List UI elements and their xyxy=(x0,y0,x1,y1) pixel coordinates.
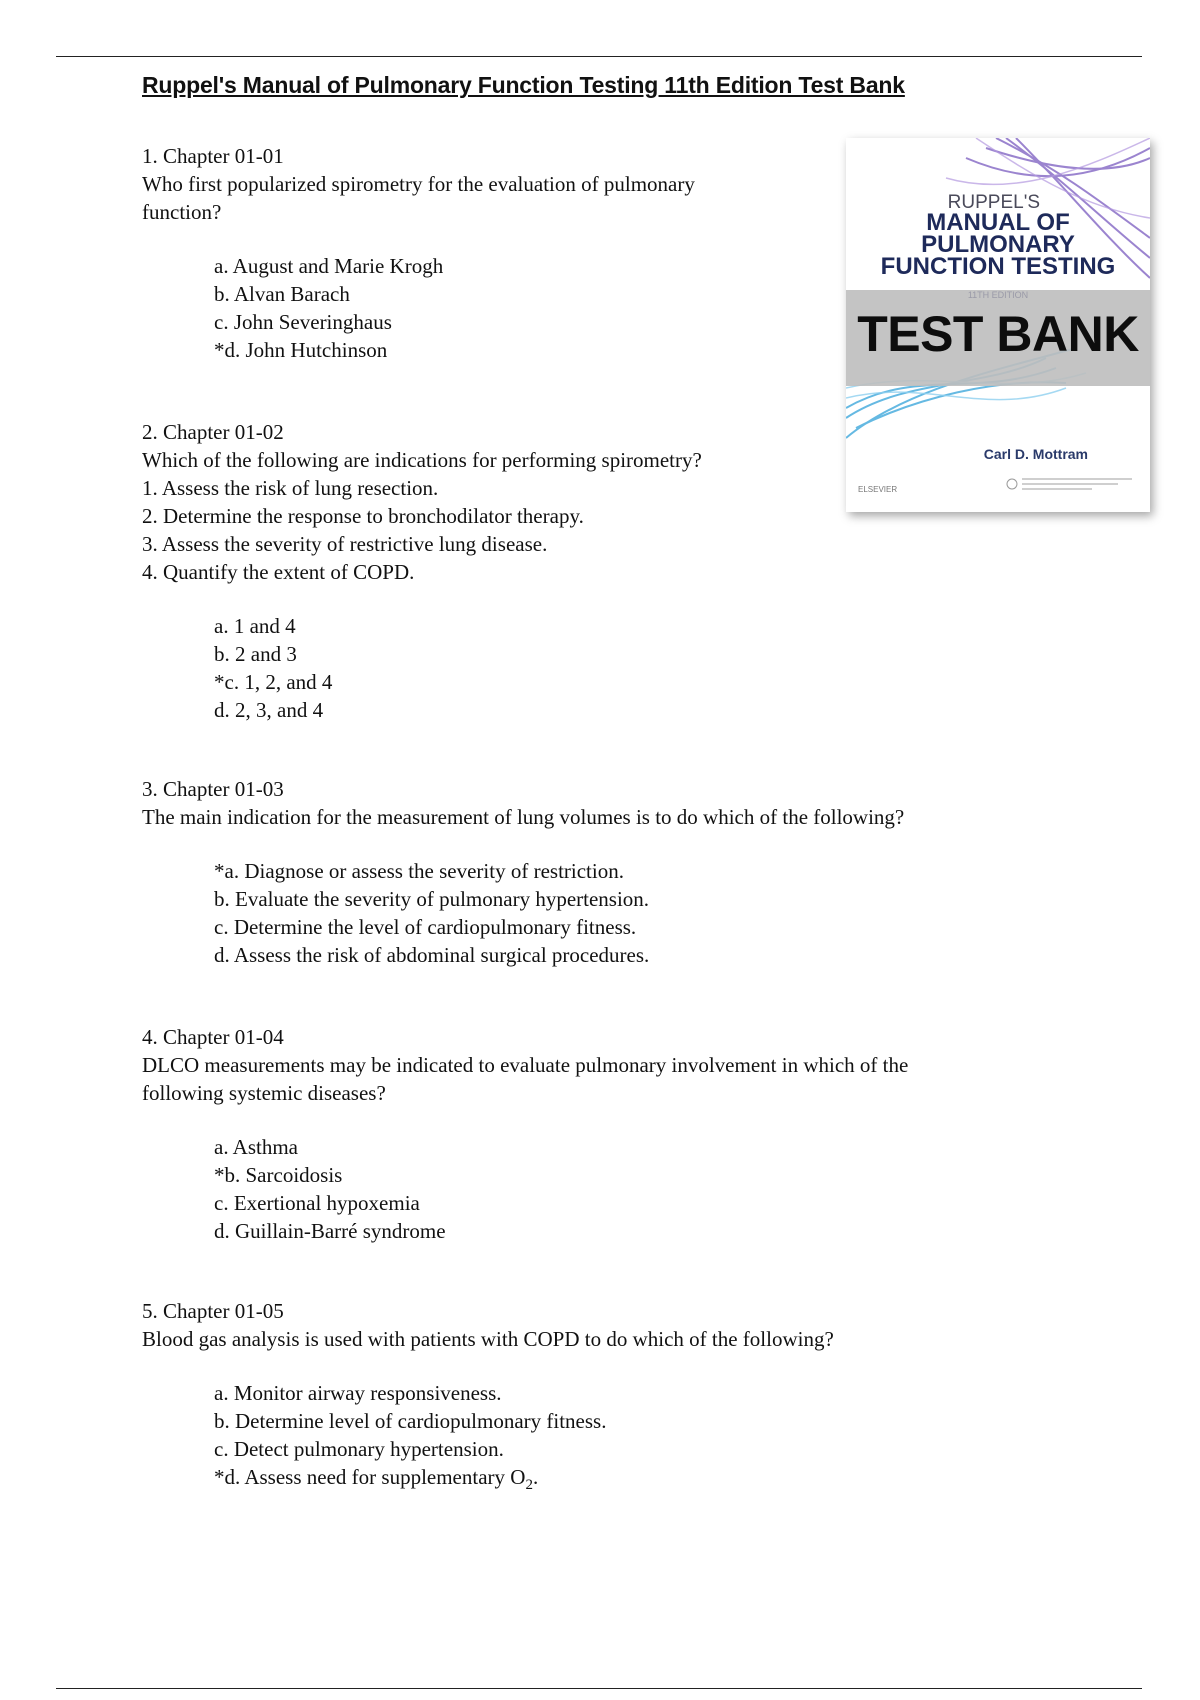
answer-choice-period: . xyxy=(532,1465,539,1489)
question-stem-line: function? xyxy=(142,200,222,224)
cover-title-line: PULMONARY xyxy=(921,231,1075,258)
answer-choice: d. 2, 3, and 4 xyxy=(214,698,324,722)
answer-choice: b. Evaluate the severity of pulmonary hypertension. xyxy=(214,887,650,911)
document-title: Ruppel's Manual of Pulmonary Function Testing 11th Edition Test Bank xyxy=(142,72,905,98)
cover-edition: 11TH EDITION xyxy=(967,290,1029,300)
cover-test-bank-banner: TEST BANK xyxy=(857,306,1139,362)
answer-choice: b. Determine level of cardiopulmonary fitness. xyxy=(214,1409,607,1433)
answer-choice: c. Detect pulmonary hypertension. xyxy=(214,1437,504,1461)
question-heading: 1. Chapter 01-01 xyxy=(142,144,284,168)
cover-title-line: FUNCTION TESTING xyxy=(880,253,1116,280)
question-stem-line: following systemic diseases? xyxy=(142,1081,386,1105)
question-stem-line: Blood gas analysis is used with patients with COPD to do which of the following? xyxy=(142,1327,834,1351)
numbered-statement: 2. Determine the response to bronchodilator therapy. xyxy=(142,504,584,528)
answer-choice: *c. 1, 2, and 4 xyxy=(214,670,333,694)
answer-choice-text: *d. Assess need for supplementary O xyxy=(214,1465,526,1489)
answer-choice: a. August and Marie Krogh xyxy=(214,254,444,278)
question-5 xyxy=(142,1297,834,1499)
numbered-statement: 4. Quantify the extent of COPD. xyxy=(142,560,415,584)
answer-choice: *b. Sarcoidosis xyxy=(214,1163,343,1187)
answer-choices xyxy=(142,252,695,364)
question-stem-line: Which of the following are indications for performing spirometry? xyxy=(142,448,702,472)
answer-choice: a. Asthma xyxy=(214,1135,298,1159)
answer-choice: d. Assess the risk of abdominal surgical procedures. xyxy=(214,943,650,967)
numbered-statement: 1. Assess the risk of lung resection. xyxy=(142,476,439,500)
cover-ruppels: RUPPEL'S xyxy=(947,192,1040,213)
answer-choices xyxy=(142,612,702,724)
question-2 xyxy=(142,418,702,724)
answer-choice: *d. John Hutchinson xyxy=(214,338,388,362)
answer-choice: c. Exertional hypoxemia xyxy=(214,1191,420,1215)
answer-choices xyxy=(142,1133,908,1245)
cover-publisher: ELSEVIER xyxy=(858,485,898,494)
answer-choice: c. John Severinghaus xyxy=(214,310,392,334)
question-heading: 2. Chapter 01-02 xyxy=(142,420,284,444)
numbered-statement: 3. Assess the severity of restrictive lung disease. xyxy=(142,532,548,556)
answer-choice: b. Alvan Barach xyxy=(214,282,350,306)
top-rule xyxy=(56,56,1142,57)
question-3 xyxy=(142,775,904,969)
question-1 xyxy=(142,142,695,364)
bottom-rule xyxy=(56,1688,1142,1689)
answer-choice: d. Guillain-Barré syndrome xyxy=(214,1219,446,1243)
question-stem-line: DLCO measurements may be indicated to evaluate pulmonary involvement in which of the xyxy=(142,1053,909,1077)
cover-title-line: MANUAL OF xyxy=(926,209,1070,236)
answer-choices xyxy=(142,857,904,969)
question-4 xyxy=(142,1023,908,1245)
question-heading: 3. Chapter 01-03 xyxy=(142,777,284,801)
question-heading: 5. Chapter 01-05 xyxy=(142,1299,284,1323)
subscript: 2 xyxy=(525,1477,533,1494)
book-cover-image xyxy=(846,138,1150,512)
question-stem-line: Who first popularized spirometry for the evaluation of pulmonary xyxy=(142,172,695,196)
answer-choice: c. Determine the level of cardiopulmonary fitness. xyxy=(214,915,637,939)
cover-title xyxy=(846,209,1150,280)
answer-choice: a. Monitor airway responsiveness. xyxy=(214,1381,502,1405)
answer-choice: *a. Diagnose or assess the severity of restriction. xyxy=(214,859,624,883)
answer-choice: a. 1 and 4 xyxy=(214,614,296,638)
answer-choice xyxy=(214,1463,834,1499)
answer-choices xyxy=(142,1379,834,1499)
question-heading: 4. Chapter 01-04 xyxy=(142,1025,284,1049)
question-stem-line: The main indication for the measurement of lung volumes is to do which of the following? xyxy=(142,805,905,829)
answer-choice: b. 2 and 3 xyxy=(214,642,297,666)
cover-author: Carl D. Mottram xyxy=(983,446,1088,462)
